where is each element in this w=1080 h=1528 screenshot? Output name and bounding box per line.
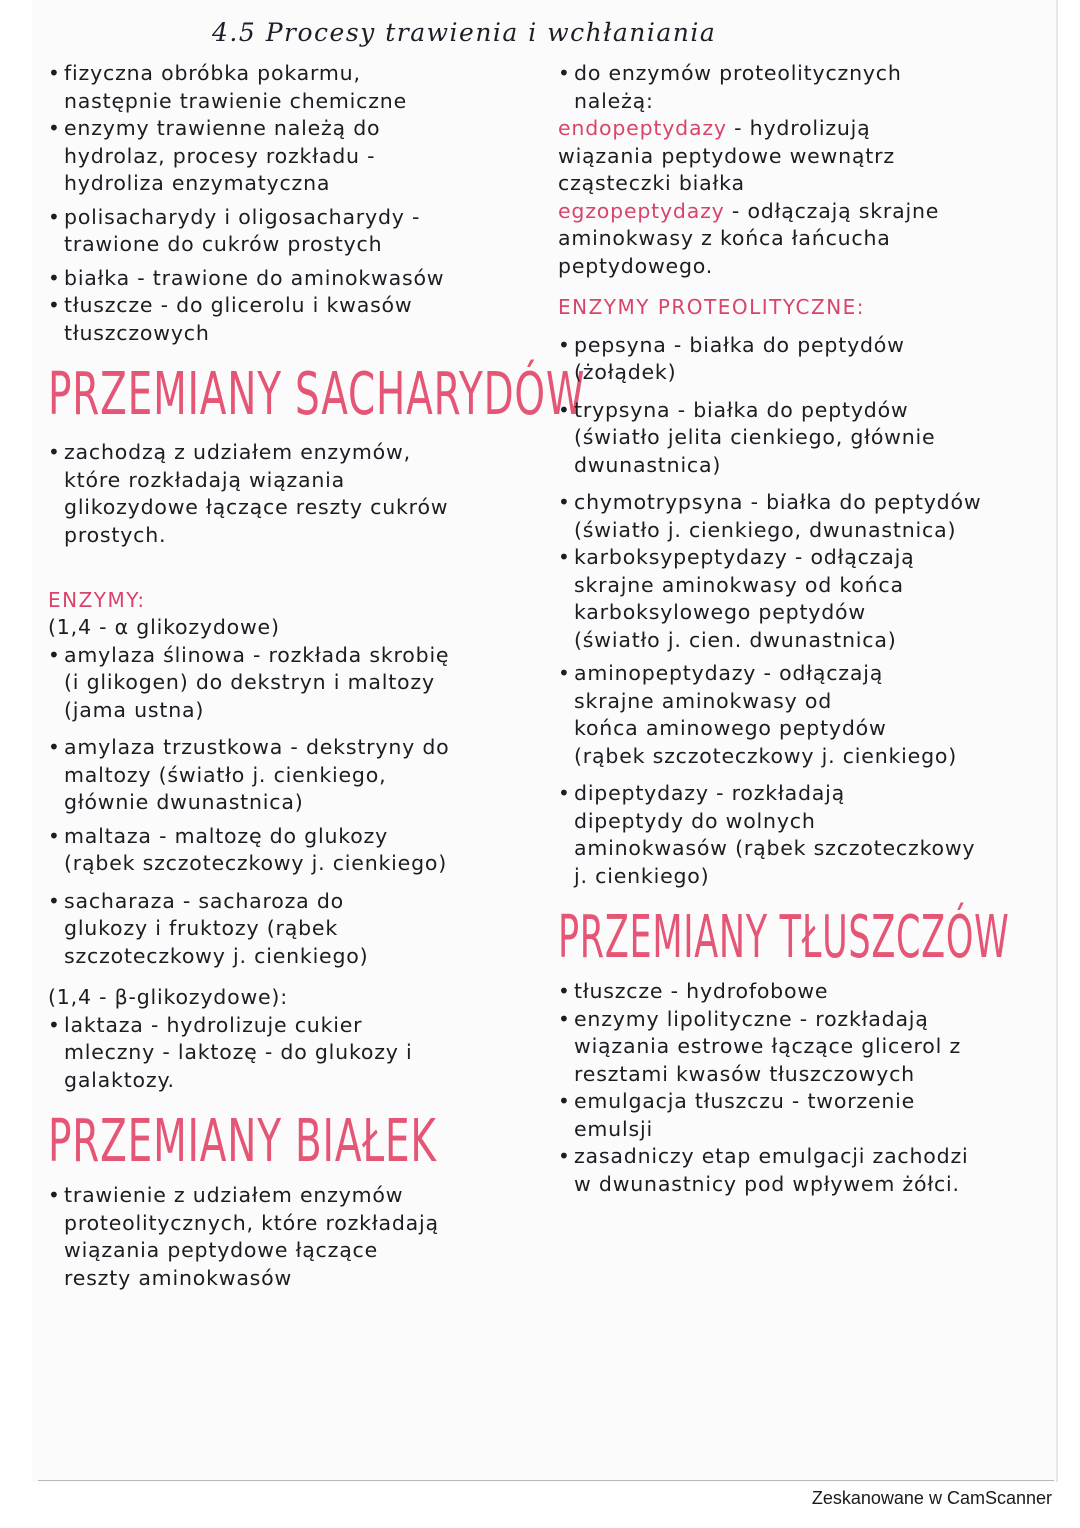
- page-bottom-edge: [38, 1480, 1054, 1481]
- tluszcze-point: • zasadniczy etap emulgacji zachodzi w dwunastnicy pod wpływem żółci.: [558, 1143, 1048, 1198]
- endopeptydazy-text: - hydrolizują wiązania peptydowe wewnątrz cząsteczki białka: [558, 116, 895, 195]
- egzopeptydazy-text: - odłączają skrajne aminokwasy z końca łańcucha peptydowego.: [558, 198, 940, 278]
- sacharydy-enzyme: • amylaza trzustkowa - dekstryny do maltozy (światło j. cienkiego, głównie dwunastnica): [48, 734, 548, 817]
- heading-przemiany-bialek: PRZEMIANY BIAŁEK: [48, 1106, 437, 1176]
- bialka-intro: • trawienie z udziałem enzymów proteolitycznych, które rozkładają wiązania peptydowe łączące reszty aminokwasów: [48, 1182, 548, 1292]
- proteo-enzyme: • aminopeptydazy - odłączają skrajne aminokwasy od końca aminowego peptydów (rąbek szczoteczkowy j. cienkiego): [558, 660, 1048, 770]
- proteo-enzyme: • trypsyna - białka do peptydów (światło jelita cienkiego, głównie dwunastnica): [558, 397, 1048, 480]
- egzopeptydazy-term: egzopeptydazy: [558, 198, 725, 223]
- heading-przemiany-tluszczow: PRZEMIANY TŁUSZCZÓW: [558, 902, 1010, 972]
- intro-point: • enzymy trawienne należą do hydrolaz, procesy rozkładu - hydroliza enzymatyczna: [48, 115, 548, 198]
- camscanner-label: Zeskanowane w CamScanner: [811, 1488, 1052, 1508]
- enzymy-note: (1,4 - α glikozydowe): [48, 615, 280, 639]
- sacharydy-enzyme: • maltaza - maltozę do glukozy (rąbek szczoteczkowy j. cienkiego): [48, 823, 548, 878]
- sacharydy-enzyme: • amylaza ślinowa - rozkłada skrobię (i glikogen) do dekstryn i maltozy (jama ustna): [48, 642, 548, 725]
- proteo-enzyme: • pepsyna - białka do peptydów (żołądek): [558, 332, 1048, 387]
- tluszcze-point: • tłuszcze - hydrofobowe: [558, 978, 1048, 1006]
- endopeptydazy-term: endopeptydazy: [558, 116, 727, 140]
- laktaza-point: • laktaza - hydrolizuje cukier mleczny - laktozę - do glukozy i galaktozy.: [48, 1012, 548, 1095]
- right-column: [558, 60, 1048, 1198]
- page-title: 4.5 Procesy trawienia i wchłaniania: [212, 18, 717, 47]
- tluszcze-point: • enzymy lipolityczne - rozkładają wiązania estrowe łączące glicerol z resztami kwasów tłuszczowych: [558, 1006, 1048, 1089]
- enzymy-label: ENZYMY:: [48, 587, 146, 612]
- egzopeptydazy-definition: [558, 198, 1048, 281]
- sacharydy-intro: • zachodzą z udziałem enzymów, które rozkładają wiązania glikozydowe łączące reszty cukrów prostych.: [48, 439, 548, 549]
- intro-point: • fizyczna obróbka pokarmu, następnie trawienie chemiczne: [48, 60, 548, 115]
- tluszcze-point: • emulgacja tłuszczu - tworzenie emulsji: [558, 1088, 1048, 1143]
- sacharydy-enzyme: • sacharaza - sacharoza do glukozy i fruktozy (rąbek szczoteczkowy j. cienkiego): [48, 888, 548, 971]
- proteo-intro: • do enzymów proteolitycznych należą:: [558, 60, 1048, 115]
- intro-point: • białka - trawione do aminokwasów: [48, 265, 548, 293]
- endopeptydazy-definition: [558, 115, 1048, 198]
- enzymy-line: [48, 559, 548, 642]
- heading-przemiany-sacharydow: PRZEMIANY SACHARYDÓW: [48, 359, 586, 429]
- intro-point: • tłuszcze - do glicerolu i kwasów tłuszczowych: [48, 292, 548, 347]
- beta-note: (1,4 - β-glikozydowe):: [48, 985, 288, 1009]
- left-column: [48, 60, 586, 1292]
- heading-enzymy-proteolityczne: ENZYMY PROTEOLITYCZNE:: [558, 295, 866, 319]
- proteo-enzyme: • dipeptydazy - rozkładają dipeptydy do wolnych aminokwasów (rąbek szczoteczkowy j. cienkiego): [558, 780, 1048, 890]
- proteo-enzyme: • chymotrypsyna - białka do peptydów (światło j. cienkiego, dwunastnica): [558, 489, 1048, 544]
- proteo-enzyme: • karboksypeptydazy - odłączają skrajne aminokwasy od końca karboksylowego peptydów (światło j. cien. dwunastnica): [558, 544, 1048, 654]
- intro-point: • polisacharydy i oligosacharydy - trawione do cukrów prostych: [48, 204, 548, 259]
